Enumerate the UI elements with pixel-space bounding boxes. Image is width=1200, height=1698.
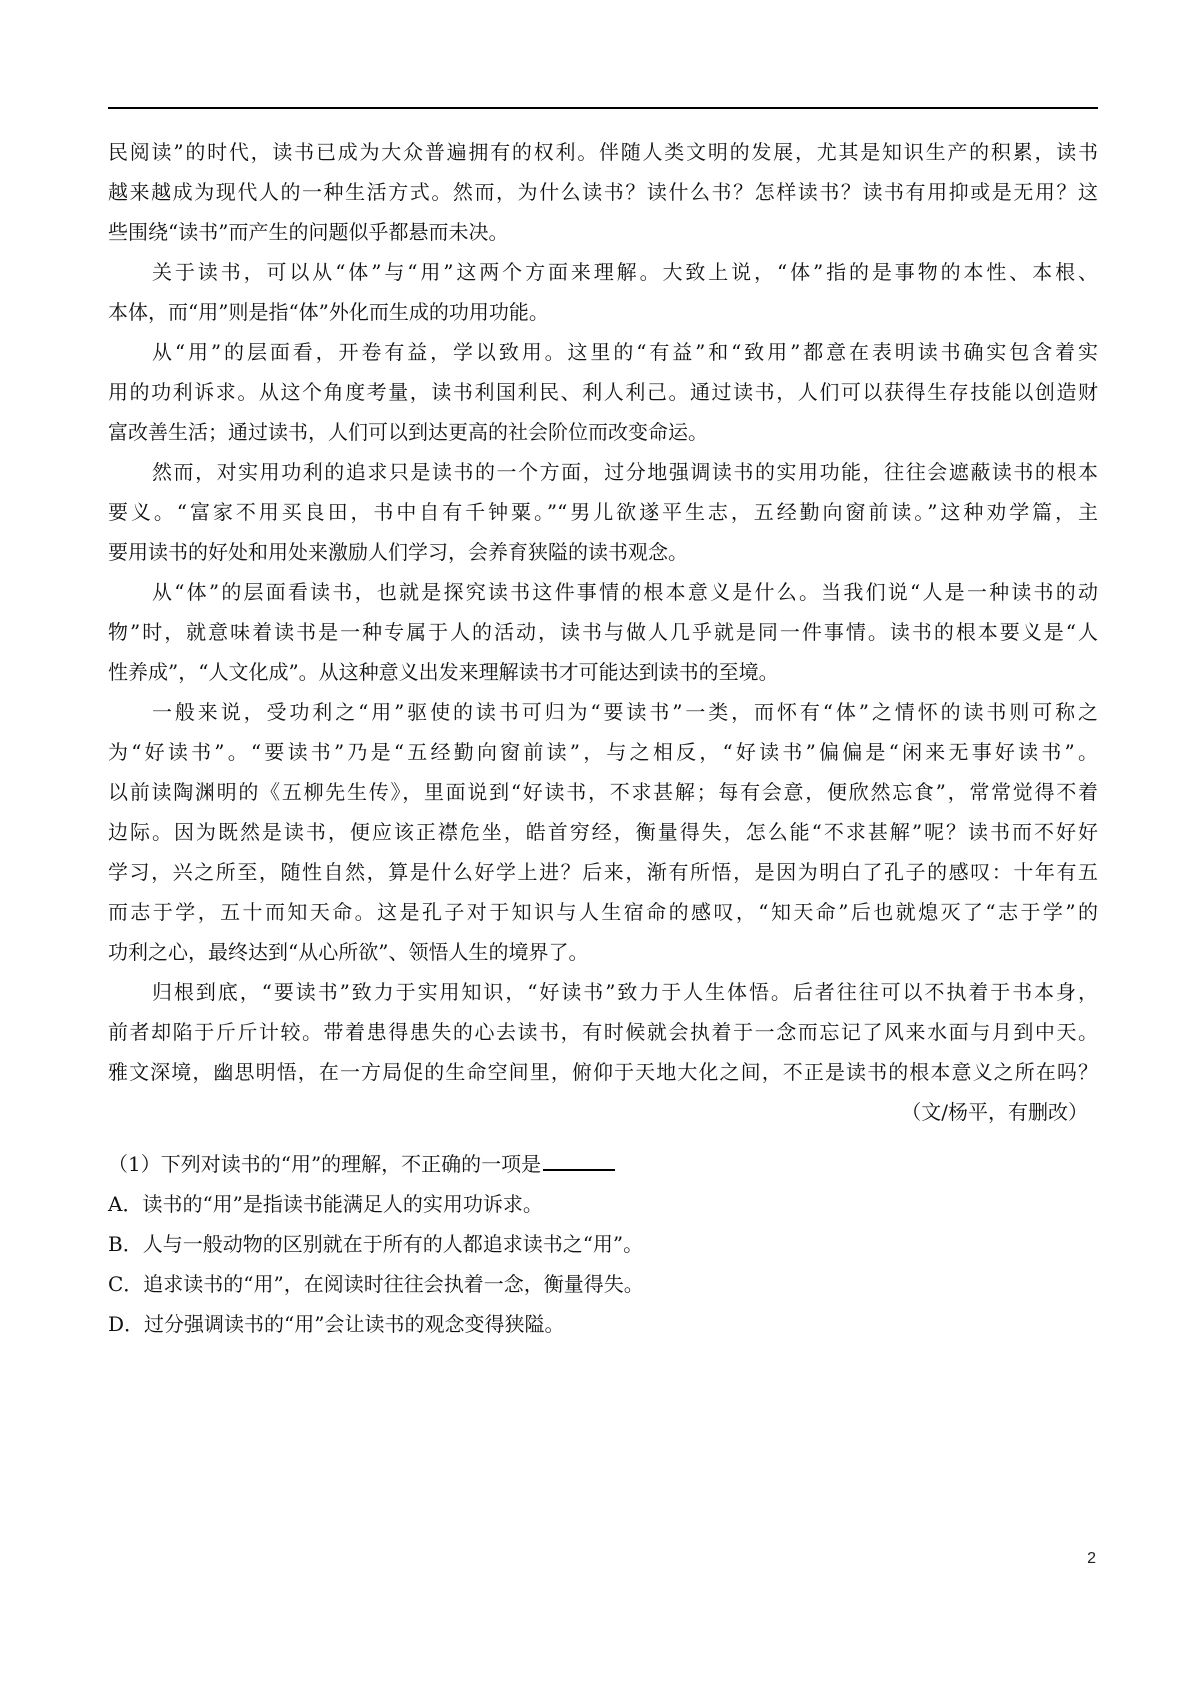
option-b: B．人与一般动物的区别就在于所有的人都追求读书之“用”。 <box>108 1232 644 1256</box>
passage-line: 用的功利诉求。从这个角度考量，读书利国利民、利人利己。通过读书，人们可以获得生存技能以创造财 <box>108 380 1098 404</box>
passage-source: （文/杨平，有删改） <box>901 1100 1088 1124</box>
passage-line: 些围绕“读书”而产生的问题似乎都悬而未决。 <box>108 220 509 244</box>
option-d: D．过分强调读书的“用”会让读书的观念变得狭隘。 <box>108 1312 565 1336</box>
header-rule <box>108 107 1098 109</box>
spacer <box>108 1132 1098 1144</box>
question-stem <box>108 1144 1098 1184</box>
passage-line: 以前读陶渊明的《五柳先生传》，里面说到“好读书，不求甚解；每有会意，便欣然忘食”，常常觉得不着 <box>108 780 1098 804</box>
option-a: A．读书的“用”是指读书能满足人的实用功诉求。 <box>108 1192 543 1216</box>
question-text: （1）下列对读书的“用”的理解，不正确的一项是 <box>108 1152 542 1176</box>
question-block <box>108 1144 1098 1344</box>
passage-line: 要用读书的好处和用处来激励人们学习，会养育狭隘的读书观念。 <box>108 540 688 564</box>
passage-line: 要义。“富家不用买良田，书中自有千钟粟。”“男儿欲遂平生志，五经勤向窗前读。”这种劝学篇，主 <box>108 500 1098 524</box>
passage-line: 功利之心，最终达到“从心所欲”、领悟人生的境界了。 <box>108 940 589 964</box>
page-number: 2 <box>1087 1550 1096 1567</box>
reading-passage <box>108 132 1098 1132</box>
passage-line: 为“好读书”。“要读书”乃是“五经勤向窗前读”，与之相反，“好读书”偏偏是“闲来无事好读书”。 <box>108 740 1098 764</box>
passage-line: 学习，兴之所至，随性自然，算是什么好学上进？后来，渐有所悟，是因为明白了孔子的感叹：十年有五 <box>108 860 1098 884</box>
passage-line: 边际。因为既然是读书，便应该正襟危坐，皓首穷经，衡量得失，怎么能“不求甚解”呢？读书而不好好 <box>108 820 1098 844</box>
passage-line: 然而，对实用功利的追求只是读书的一个方面，过分地强调读书的实用功能，往往会遮蔽读书的根本 <box>152 460 1098 484</box>
passage-line: 民阅读”的时代，读书已成为大众普遍拥有的权利。伴随人类文明的发展，尤其是知识生产的积累，读书 <box>108 140 1098 164</box>
page-content <box>108 132 1098 1344</box>
passage-line: 从“用”的层面看，开卷有益，学以致用。这里的“有益”和“致用”都意在表明读书确实包含着实 <box>152 340 1098 364</box>
passage-line: 从“体”的层面看读书，也就是探究读书这件事情的根本意义是什么。当我们说“人是一种读书的动 <box>152 580 1098 604</box>
passage-line: 前者却陷于斤斤计较。带着患得患失的心去读书，有时候就会执着于一念而忘记了风来水面与月到中天。 <box>108 1020 1098 1044</box>
passage-line: 性养成”，“人文化成”。从这种意义出发来理解读书才可能达到读书的至境。 <box>108 660 779 684</box>
passage-line: 归根到底，“要读书”致力于实用知识，“好读书”致力于人生体悟。后者往往可以不执着于书本身， <box>152 980 1098 1004</box>
option-c: C．追求读书的“用”，在阅读时往往会执着一念，衡量得失。 <box>108 1272 644 1296</box>
passage-line: 本体，而“用”则是指“体”外化而生成的功用功能。 <box>108 300 549 324</box>
passage-line: 而志于学，五十而知天命。这是孔子对于知识与人生宿命的感叹，“知天命”后也就熄灭了“志于学”的 <box>108 900 1098 924</box>
passage-line: 物”时，就意味着读书是一种专属于人的活动，读书与做人几乎就是同一件事情。读书的根本要义是“人 <box>108 620 1098 644</box>
passage-line: 越来越成为现代人的一种生活方式。然而，为什么读书？读什么书？怎样读书？读书有用抑或是无用？这 <box>108 180 1098 204</box>
passage-line: 一般来说，受功利之“用”驱使的读书可归为“要读书”一类，而怀有“体”之情怀的读书则可称之 <box>152 700 1098 724</box>
answer-blank <box>543 1147 615 1171</box>
passage-line: 雅文深境，幽思明悟，在一方局促的生命空间里，俯仰于天地大化之间，不正是读书的根本意义之所在吗？ <box>108 1060 1098 1084</box>
passage-line: 富改善生活；通过读书，人们可以到达更高的社会阶位而改变命运。 <box>108 420 708 444</box>
passage-line: 关于读书，可以从“体”与“用”这两个方面来理解。大致上说，“体”指的是事物的本性、本根、 <box>152 260 1098 284</box>
